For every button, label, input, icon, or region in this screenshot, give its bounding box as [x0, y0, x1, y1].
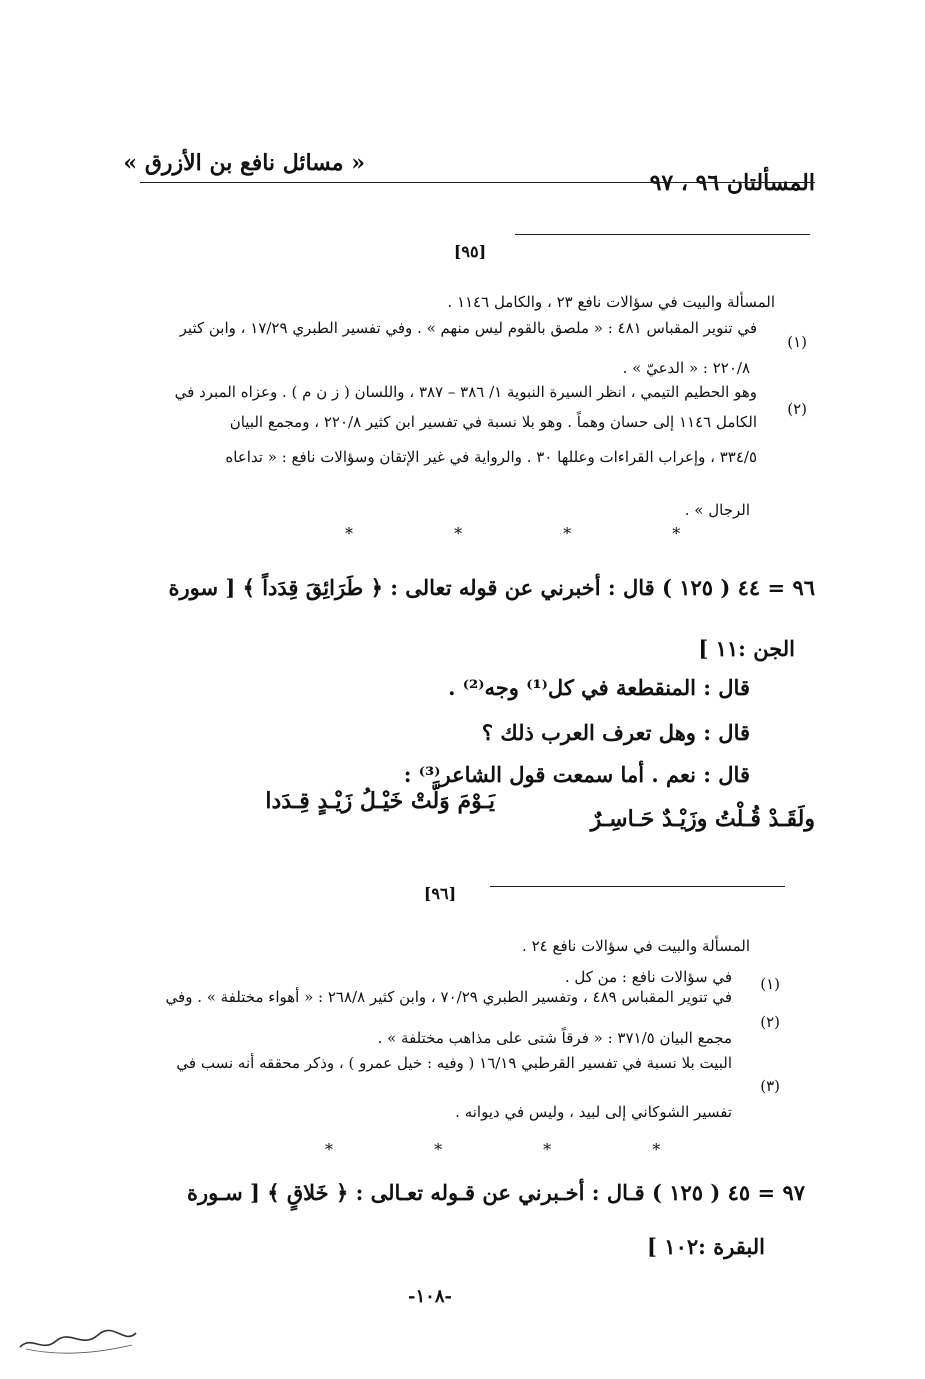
footnote-intro: المسألة والبيت في سؤالات نافع ٢٣ ، والكامل ١١٤٦ .	[447, 293, 775, 311]
verse-second-hemistich: يَـوْمَ وَلَّتْ خَيْـلُ زَيْـدٍ قِـدَدا	[265, 788, 495, 814]
question-line: قال : وهل تعرف العرب ذلك ؟	[481, 720, 750, 745]
section-title: المسألتان ٩٦ ، ٩٧	[649, 170, 815, 196]
footnote-line: الكامل ١١٤٦ إلى حسان وهماً . وهو بلا نسبة في تفسير ابن كثير ٢٢٠/٨ ، ومجمع البيان	[229, 413, 757, 431]
footnote-line: وهو الحطيم التيمي ، انظر السيرة النبوية ١/ ٣٨٦ – ٣٨٧ ، واللسان ( ز ن م ) . وعزاه المبرد في	[174, 383, 757, 401]
book-title: « مسائل نافع بن الأزرق »	[123, 150, 365, 176]
separator-stars: * * * *	[345, 524, 729, 543]
answer-line: قال : المنقطعة في كل⁽¹⁾ وجه⁽²⁾ .	[448, 675, 750, 700]
footnote-number: (١)	[787, 333, 807, 351]
footnote-line: في سؤالات نافع : من كل .	[564, 968, 732, 986]
footnote-line: في تنوير المقباس ٤٨٩ ، وتفسير الطبري ٧٠/٢٩ ، وابن كثير ٢٦٨/٨ : « أهواء مختلفة » . وفي	[165, 988, 732, 1006]
footnote-line: تفسير الشوكاني إلى لبيد ، وليس في ديوانه .	[455, 1103, 732, 1121]
question-line: ٩٧ = ٤٥ ( ١٢٥ ) قـال : أخـبرني عن قـوله تعـالى : ﴿ خَلاقٍ ﴾ [ سـورة	[186, 1180, 805, 1205]
publisher-logo	[12, 1305, 142, 1365]
logo-mark	[12, 1305, 142, 1365]
footnote-line: ٣٣٤/٥ ، وإعراب القراءات وعللها ٣٠ . والرواية في غير الإتقان وسؤالات نافع : « تداعاه	[225, 448, 757, 466]
footnote-section-marker: [٩٥]	[453, 242, 487, 261]
footnote-intro: المسألة والبيت في سؤالات نافع ٢٤ .	[522, 937, 750, 955]
footnote-number: (١)	[760, 975, 780, 993]
footnote-divider	[515, 234, 810, 235]
footnote-divider	[490, 886, 785, 887]
answer-line: قال : نعم . أما سمعت قول الشاعر⁽³⁾ :	[403, 762, 750, 787]
footnote-line: ٢٢٠/٨ : « الدعيّ » .	[622, 359, 750, 377]
question-line: الجن :١١ ]	[698, 636, 795, 661]
footnote-line: في تنوير المقباس ٤٨١ : « ملصق بالقوم ليس منهم » . وفي تفسير الطبري ١٧/٢٩ ، وابن كثير	[179, 319, 757, 337]
footnote-number: (٣)	[760, 1077, 780, 1095]
question-line: البقرة :١٠٢ ]	[647, 1234, 765, 1259]
footnote-line: البيت بلا نسبة في تفسير القرطبي ١٦/١٩ ( وفيه : خيل عمرو ) ، وذكر محققه أنه نسب في	[176, 1054, 732, 1072]
verse-first-hemistich: ولَقَـدْ قُـلْتُ وزَيْـدٌ حَـاسِـرٌ	[590, 806, 815, 832]
footnote-line: مجمع البيان ٣٧١/٥ : « فرقاً شتى على مذاهب مختلفة » .	[377, 1029, 732, 1047]
page-number: -١٠٨-	[408, 1286, 452, 1307]
header-rule	[140, 182, 815, 183]
separator-stars: * * * *	[325, 1140, 709, 1159]
footnote-number: (٢)	[760, 1013, 780, 1031]
footnote-line: الرجال » .	[684, 501, 750, 519]
footnote-section-marker: [٩٦]	[423, 884, 457, 903]
footnote-number: (٢)	[787, 400, 807, 418]
question-line: ٩٦ = ٤٤ ( ١٢٥ ) قال : أخبرني عن قوله تعالى : ﴿ طَرَائِقَ قِدَداً ﴾ [ سورة	[168, 575, 815, 600]
